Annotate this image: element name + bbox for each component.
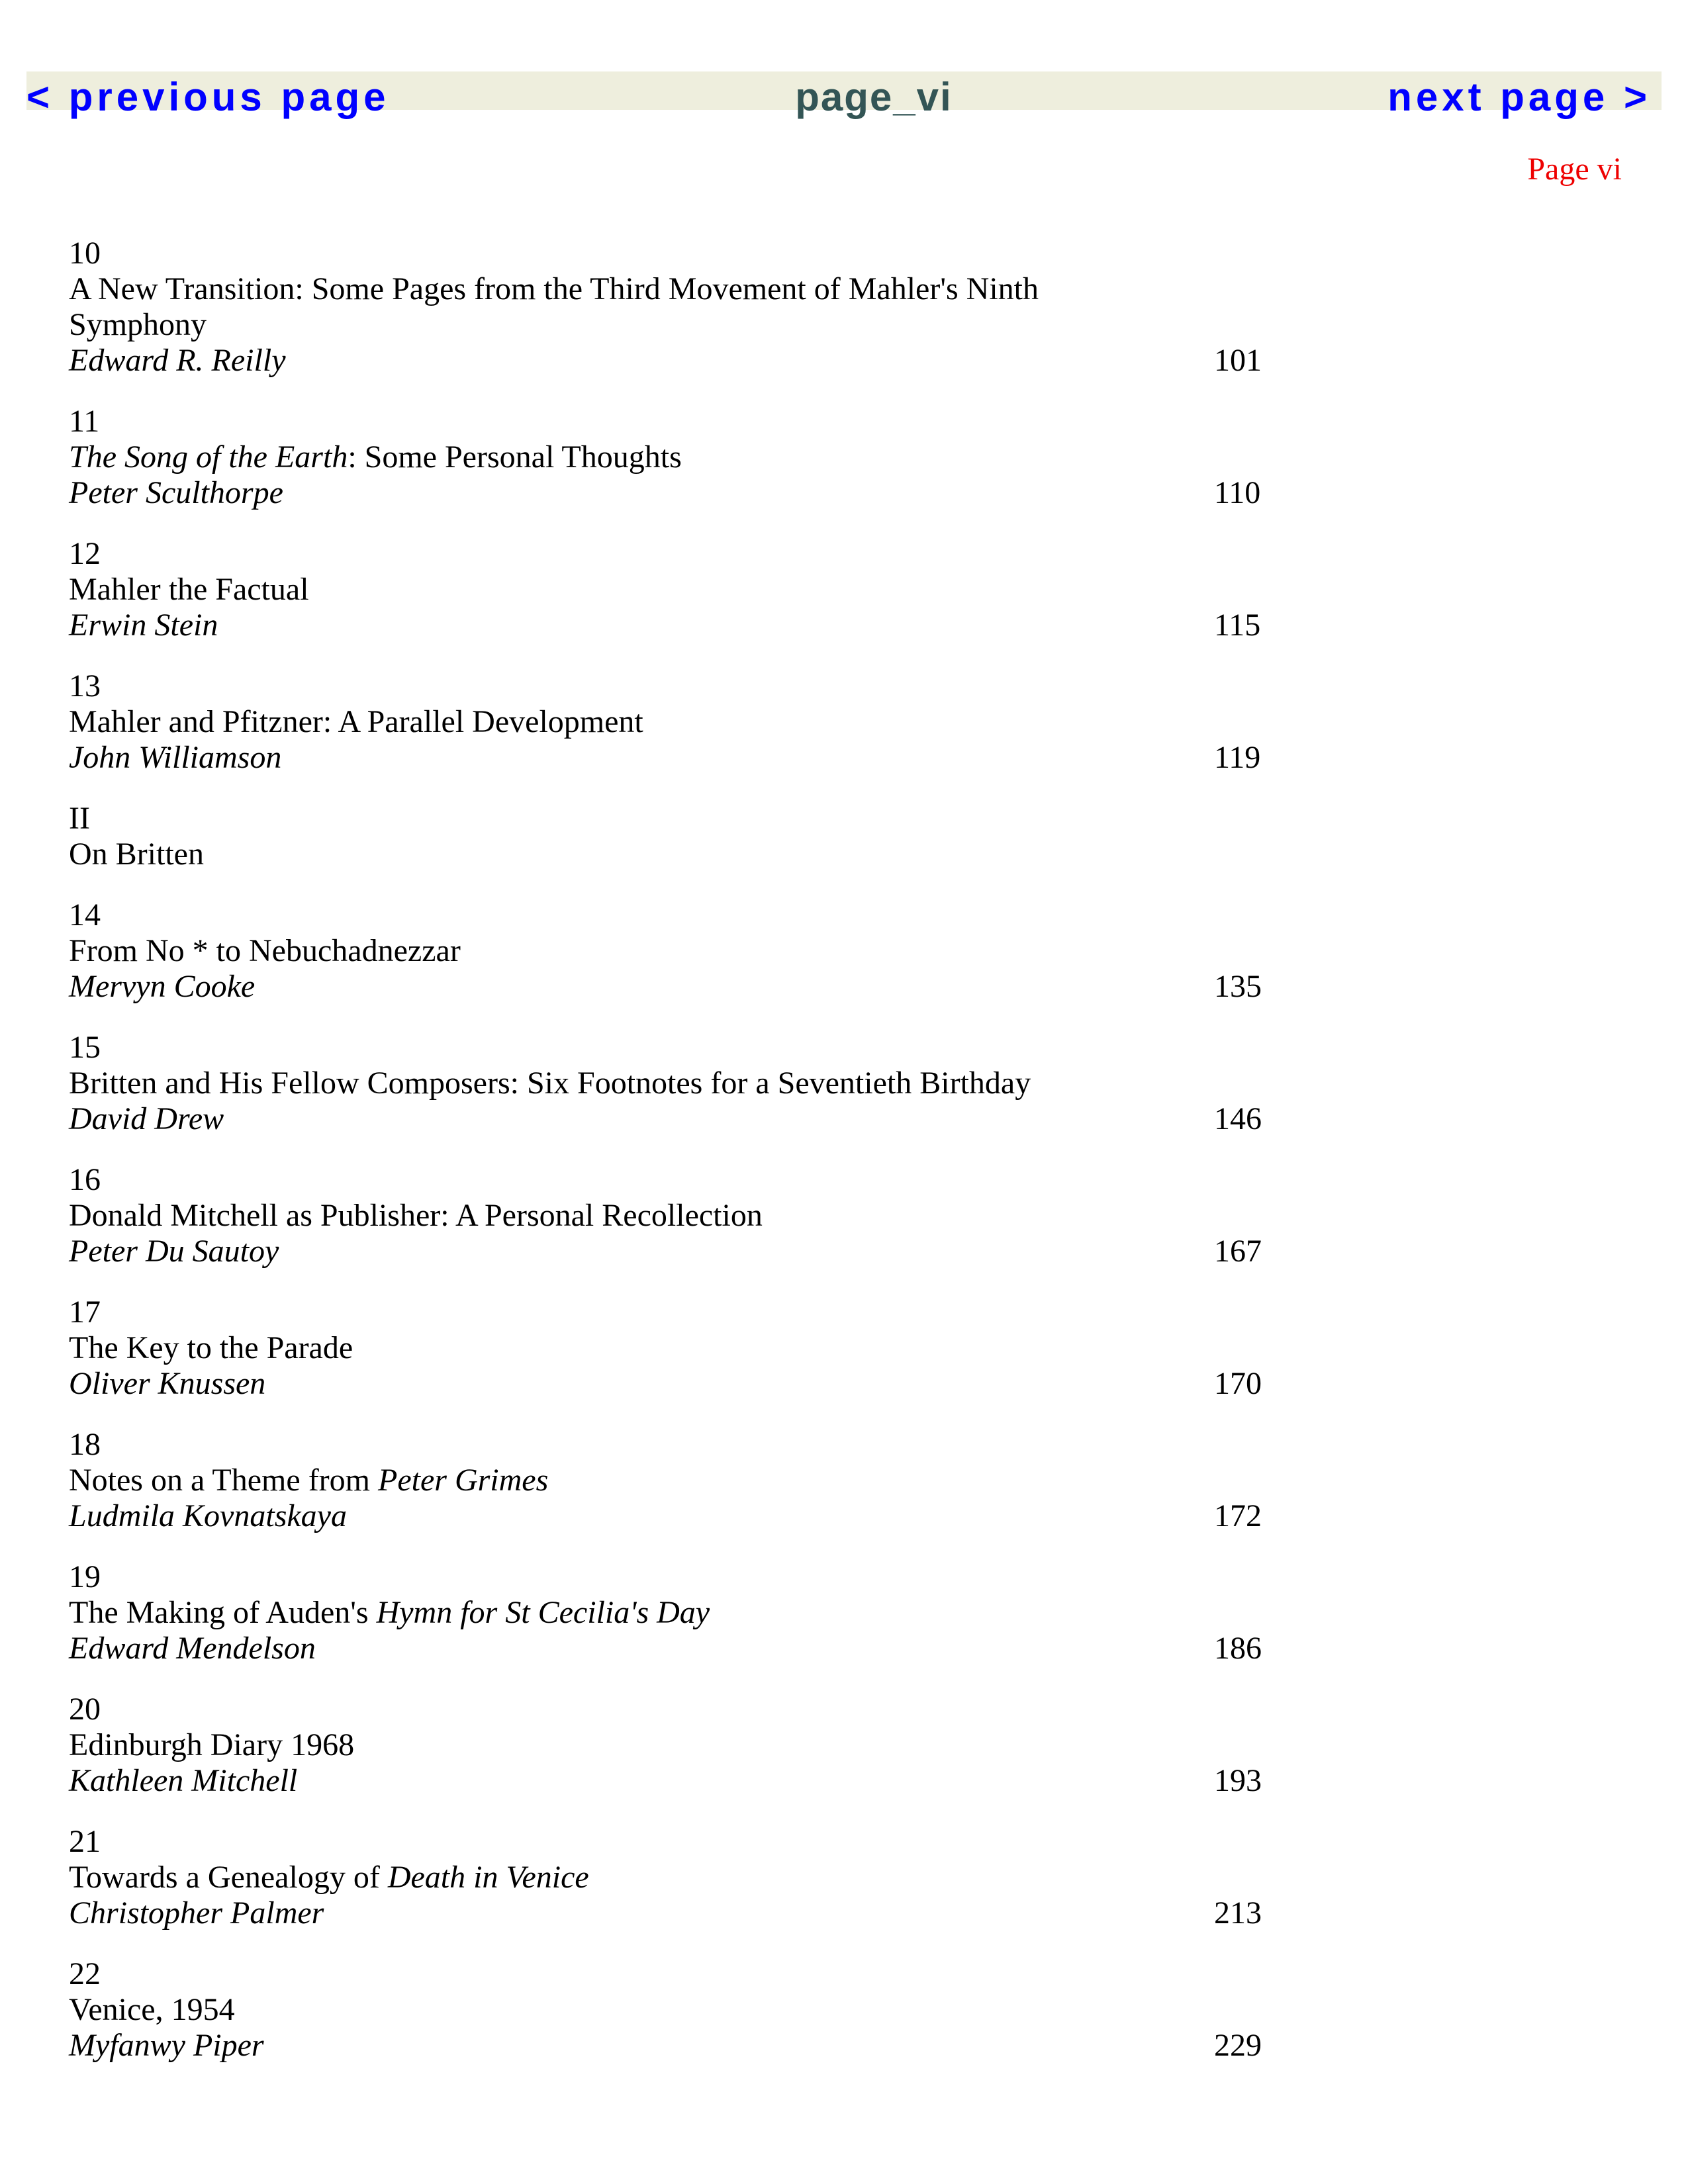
chapter-author: David Drew: [69, 1101, 224, 1136]
chapter-author: Ludmila Kovnatskaya: [69, 1498, 347, 1533]
chapter-page-number: 115: [1214, 608, 1261, 643]
chapter-number: 13: [69, 668, 101, 704]
chapter-title-continued: Symphony: [69, 307, 207, 342]
toc-part-heading: [69, 801, 1260, 872]
chapter-title: [69, 1595, 1260, 1631]
toc-entry: [69, 1162, 1260, 1269]
chapter-author: Peter Sculthorpe: [69, 475, 283, 510]
toc-entry: [69, 1559, 1260, 1666]
previous-page-link[interactable]: < previous page: [26, 75, 390, 119]
toc-entry: [69, 1295, 1260, 1402]
chapter-page-number: 135: [1214, 969, 1262, 1004]
chapter-page-number: 193: [1214, 1763, 1262, 1798]
chapter-title: Britten and His Fellow Composers: Six Footnotes for a Seventieth Birthday: [69, 1066, 1031, 1101]
chapter-number: 21: [69, 1824, 101, 1859]
chapter-number: 12: [69, 536, 101, 571]
toc-entry: [69, 536, 1260, 643]
toc-entry: [69, 404, 1260, 511]
chapter-title: Donald Mitchell as Publisher: A Personal Recollection: [69, 1198, 763, 1233]
chapter-number: 15: [69, 1030, 101, 1065]
part-number: II: [69, 801, 90, 836]
chapter-page-number: 229: [1214, 2028, 1262, 2063]
chapter-title: Mahler and Pfitzner: A Parallel Development: [69, 704, 643, 739]
toc-entry: [69, 1824, 1260, 1931]
chapter-title: From No * to Nebuchadnezzar: [69, 933, 461, 968]
chapter-title: Venice, 1954: [69, 1992, 235, 2027]
chapter-title: The Key to the Parade: [69, 1330, 353, 1365]
chapter-author: Myfanwy Piper: [69, 2028, 264, 2063]
chapter-page-number: 119: [1214, 740, 1261, 775]
chapter-number: 20: [69, 1692, 101, 1727]
chapter-title-italic: Peter Grimes: [378, 1463, 549, 1498]
page-number-label: Page vi: [1527, 152, 1622, 187]
toc-entry: [69, 897, 1260, 1005]
chapter-number: 22: [69, 1956, 101, 1991]
toc-entry: [69, 1692, 1260, 1799]
next-page-link[interactable]: next page >: [1387, 75, 1651, 119]
chapter-number: 18: [69, 1427, 101, 1462]
chapter-page-number: 186: [1214, 1631, 1262, 1666]
chapter-author: John Williamson: [69, 740, 282, 775]
chapter-title: [69, 1463, 1260, 1498]
chapter-author: Christopher Palmer: [69, 1895, 324, 1931]
chapter-title-rest: : Some Personal Thoughts: [348, 439, 682, 475]
chapter-author: Peter Du Sautoy: [69, 1234, 279, 1269]
chapter-page-number: 172: [1214, 1498, 1262, 1533]
chapter-title: [69, 439, 1260, 475]
chapter-page-number: 170: [1214, 1366, 1262, 1401]
chapter-page-number: 110: [1214, 475, 1261, 510]
toc-entry: [69, 1030, 1260, 1137]
part-title: On Britten: [69, 837, 204, 872]
chapter-author: Oliver Knussen: [69, 1366, 266, 1401]
page-title: page_vi: [795, 75, 953, 119]
chapter-number: 16: [69, 1162, 101, 1197]
chapter-author: Edward R. Reilly: [69, 343, 286, 378]
chapter-title-italic: The Song of the Earth: [69, 439, 348, 475]
chapter-number: 10: [69, 236, 101, 271]
chapter-author: Erwin Stein: [69, 608, 218, 643]
chapter-title-italic: Hymn for St Cecilia's Day: [376, 1595, 710, 1630]
chapter-page-number: 167: [1214, 1234, 1262, 1269]
toc-entry: [69, 668, 1260, 776]
chapter-author: Edward Mendelson: [69, 1631, 316, 1666]
chapter-title-plain: Towards a Genealogy of: [69, 1860, 388, 1895]
toc-entry: [69, 236, 1260, 379]
chapter-page-number: 213: [1214, 1895, 1262, 1931]
chapter-title: Edinburgh Diary 1968: [69, 1727, 355, 1762]
chapter-page-number: 101: [1214, 343, 1262, 378]
chapter-number: 11: [69, 404, 100, 439]
chapter-author: Mervyn Cooke: [69, 969, 256, 1004]
chapter-author: Kathleen Mitchell: [69, 1763, 298, 1798]
chapter-title: A New Transition: Some Pages from the Third Movement of Mahler's Ninth: [69, 271, 1039, 306]
toc-entry: [69, 1956, 1260, 2064]
chapter-number: 14: [69, 897, 101, 933]
chapter-title-plain: The Making of Auden's: [69, 1595, 377, 1630]
page-navigation-bar: [26, 71, 1662, 119]
chapter-number: 17: [69, 1295, 101, 1330]
chapter-number: 19: [69, 1559, 101, 1594]
chapter-title: [69, 1860, 1260, 1895]
toc-entry: [69, 1427, 1260, 1534]
table-of-contents: [69, 236, 1260, 2089]
chapter-title-italic: Death in Venice: [387, 1860, 589, 1895]
chapter-title-plain: Notes on a Theme from: [69, 1463, 378, 1498]
chapter-title: Mahler the Factual: [69, 572, 309, 607]
chapter-page-number: 146: [1214, 1101, 1262, 1136]
